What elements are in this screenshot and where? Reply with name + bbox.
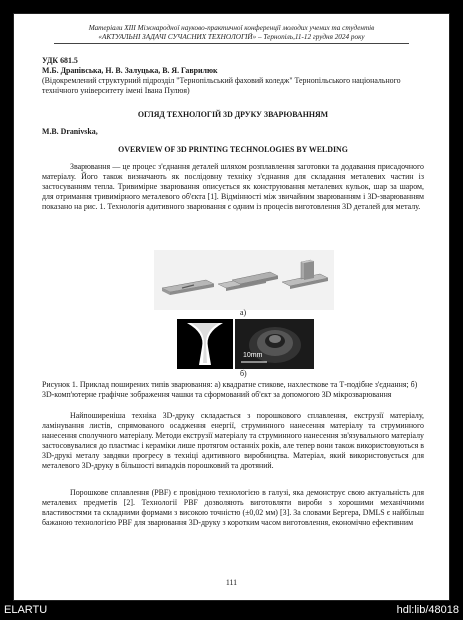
page-number: 111	[225, 578, 238, 587]
header-divider	[54, 43, 409, 44]
figure-b-cup-images	[177, 319, 314, 369]
author-en: M.B. Dranivska,	[42, 127, 98, 136]
title-en: OVERVIEW OF 3D PRINTING TECHNOLOGIES BY WELDING	[118, 145, 348, 154]
figure-label-b: б)	[240, 369, 247, 378]
paragraph-2: Найпоширеніша техніка 3D-друку складається з порошкового сплавлення, екструзії матеріалу, ламінування листів, спрямованого осадження енергії, струминного нанесення матеріалу та струминного нанесення сполучного матеріалу. Методи екструзії матеріалу та струминного нанесення зв'язувального матеріалу застосовувалися до пластмас і кераміки лише протягом останніх років, але тепер вони також використовуються в 3D-друкі металу завдяки прогресу в техніці адитивного виробництва. Матеріал, який використовується для металевого 3D-друку в більшості випадків порошковий та дротяний.	[42, 411, 424, 470]
paragraph-3: Порошкове сплавлення (PBF) є провідною технологією в галузі, яка демонструє свою актуальність для металевих предметів [2]. Технології PBF дозволяють виготовляти вироби з хорошими механічними властивостями та складними формами з високою точністю (±0,02 мм) [3]. За словами Бергера, DMLS є найбільш бажаною технологією PBF для зварювання 3D-друку з коротким часом виготовлення, економічно ефективним	[42, 488, 424, 527]
footer-handle[interactable]: hdl:lib/48018	[396, 604, 459, 616]
document-page	[13, 13, 450, 601]
conference-header-line1: Матеріали XIII Міжнародної науково-практичної конференції молодих учених та студентів	[88, 24, 375, 32]
figure-label-a: а)	[240, 308, 247, 317]
figure-scale-label: 10mm	[243, 352, 263, 359]
conference-header-line2: «АКТУАЛЬНІ ЗАДАЧІ СУЧАСНИХ ТЕХНОЛОГІЙ» – Тернопіль,11-12 грудня 2024 року	[98, 33, 365, 41]
paragraph-1: Зварювання — це процес з'єднання деталей шляхом розплавлення заготовки та додавання присадочного матеріалу. Його також визначають як послідовну техніку з'єднання для складання металевих частин із застосуванням тепла. Тривимірне зварювання описується як конструювання металевих кульок, шар за шаром, для отримання тривимірного металевого об'єкта [1]. Відмінності між звичайним зварюванням і 3D-зварюванням показано на рис. 1. Технологія адитивного зварювання є одним із процесів виготовлення 3D деталей для металу.	[42, 162, 424, 211]
repository-footer	[0, 601, 463, 620]
figure-caption: Рисунок 1. Приклад поширених типів зварювання: а) квадратне стикове, нахлесткове та Т-подібне з'єднання; б) 3D-комп'ютерне графічне зображення чашки та сформований об'єкт за допомогою 3D мікрозварювання	[42, 380, 418, 399]
footer-left: ELARTU	[4, 604, 48, 616]
figure-a-weld-joints	[154, 250, 334, 310]
udc-code: УДК 681.5	[42, 56, 78, 65]
title-ua: ОГЛЯД ТЕХНОЛОГІЙ 3D ДРУКУ ЗВАРЮВАННЯМ	[137, 110, 329, 119]
affiliation: (Відокремлений структурний підрозділ "Тернопільський фаховий коледж" Тернопільського національного технічного університету імені Івана Пулюя)	[42, 76, 401, 95]
authors: М.Б. Драпівська, Н. В. Залуцька, В. Я. Гаврилюк	[42, 66, 218, 75]
